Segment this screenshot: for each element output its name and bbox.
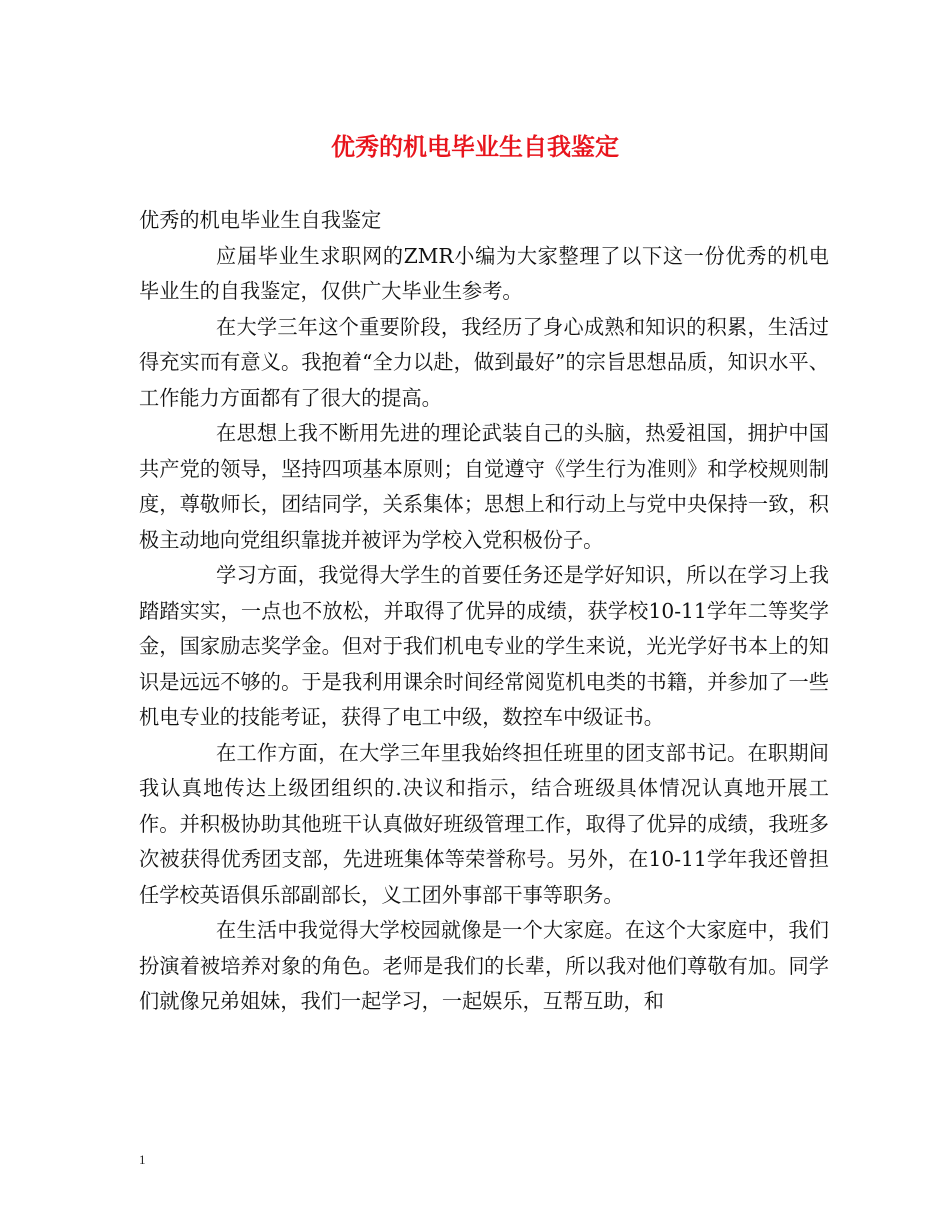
page-number: 1 <box>139 1152 146 1167</box>
document-body <box>139 203 829 1020</box>
document-title: 优秀的机电毕业生自我鉴定 <box>331 132 619 161</box>
paragraph-study: 学习方面，我觉得大学生的首要任务还是学好知识，所以在学习上我踏踏实实，一点也不放松，并取得了优异的成绩，获学校10-11学年二等奖学金，国家励志奖学金。但对于我们机电专业的学生来说，光光学好书本上的知识是远远不够的。于是我利用课余时间经常阅览机电类的书籍，并参加了一些机电专业的技能考证，获得了电工中级，数控车中级证书。 <box>139 563 829 729</box>
paragraph-work: 在工作方面，在大学三年里我始终担任班里的团支部书记。在职期间我认真地传达上级团组织的.决议和指示，结合班级具体情况认真地开展工作。并积极协助其他班干认真做好班级管理工作，取得了优异的成绩，我班多次被获得优秀团支部，先进班集体等荣誉称号。另外，在10-11学年我还曾担任学校英语俱乐部副部长，义工团外事部干事等职务。 <box>139 740 829 907</box>
paragraph-life: 在生活中我觉得大学校园就像是一个大家庭。在这个大家庭中，我们扮演着被培养对象的角色。老师是我们的长辈，所以我对他们尊敬有加。同学们就像兄弟姐妹，我们一起学习，一起娱乐，互帮互助，和 <box>139 918 829 1013</box>
paragraph-intro: 应届毕业生求职网的ZMR小编为大家整理了以下这一份优秀的机电毕业生的自我鉴定，仅供广大毕业生参考。 <box>139 243 829 303</box>
body-subtitle: 优秀的机电毕业生自我鉴定 <box>139 208 382 232</box>
paragraph-overview: 在大学三年这个重要阶段，我经历了身心成熟和知识的积累，生活过得充实而有意义。我抱着“全力以赴，做到最好”的宗旨思想品质，知识水平、工作能力方面都有了很大的提高。 <box>139 314 829 410</box>
paragraph-ideology: 在思想上我不断用先进的理论武装自己的头脑，热爱祖国，拥护中国共产党的领导，坚持四项基本原则；自觉遵守《学生行为准则》和学校规则制度，尊敬师长，团结同学，关系集体；思想上和行动上与党中央保持一致，积极主动地向党组织靠拢并被评为学校入党积极份子。 <box>139 421 829 552</box>
